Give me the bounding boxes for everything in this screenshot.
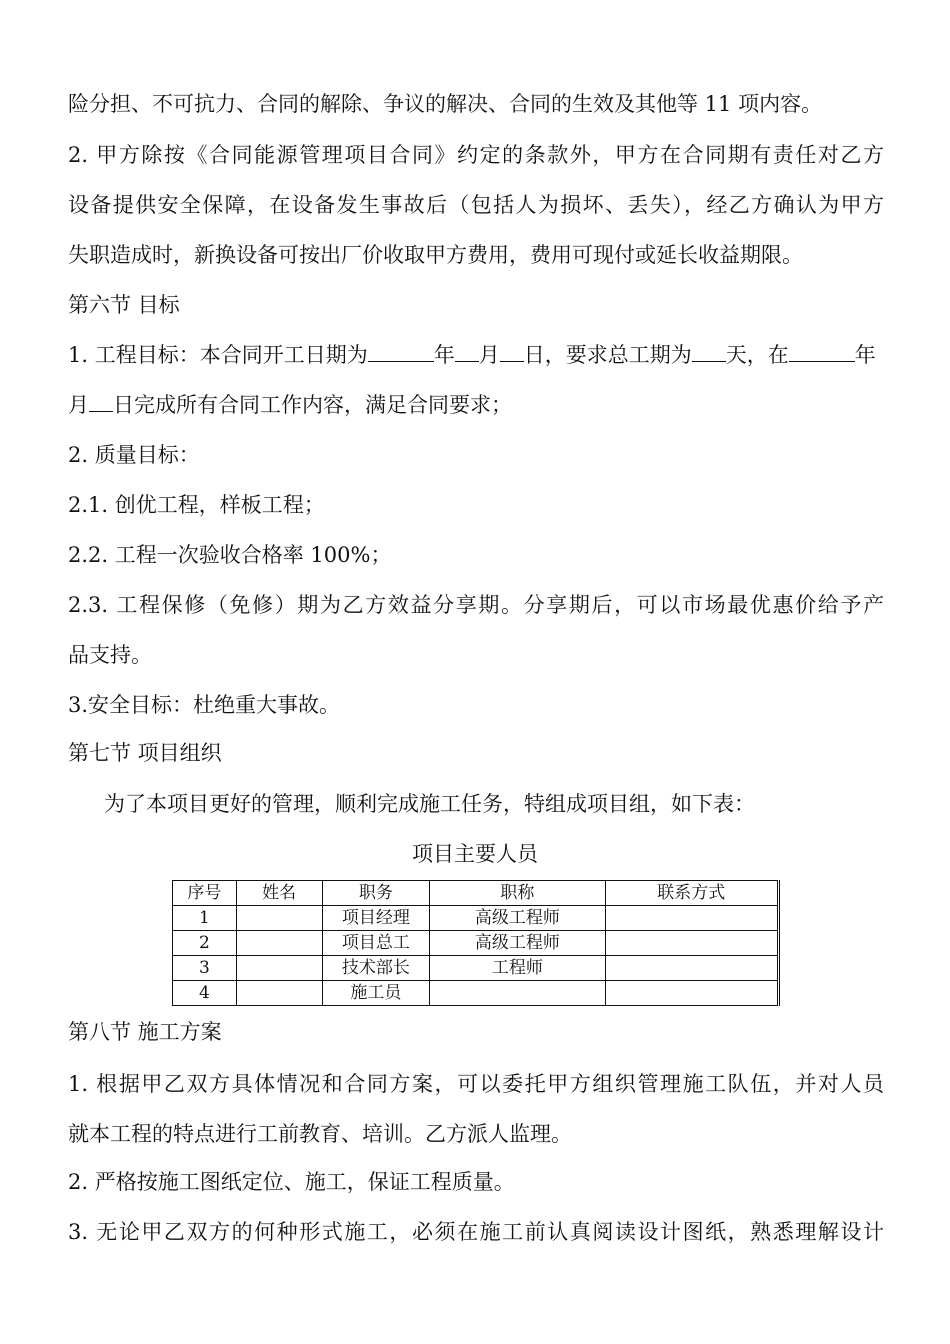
goal-text-year-2: 年 xyxy=(854,343,876,367)
construction-plan-1-line-2: 就本工程的特点进行工前教育、培训。乙方派人监理。 xyxy=(68,1122,572,1146)
header-name: 姓名 xyxy=(236,881,322,906)
cell-position: 施工员 xyxy=(322,981,430,1006)
table-row xyxy=(173,956,779,981)
cell-name xyxy=(236,981,322,1006)
header-contact: 联系方式 xyxy=(605,881,778,906)
goal-text-month: 月 xyxy=(478,343,500,367)
paragraph-party-a-line-1: 2. 甲方除按《合同能源管理项目合同》约定的条款外，甲方在合同期有责任对乙方 xyxy=(68,143,884,167)
blank-end-month xyxy=(89,391,113,412)
cell-name xyxy=(236,906,322,931)
quality-goal-heading: 2. 质量目标： xyxy=(68,443,200,467)
table-row xyxy=(173,981,779,1006)
goal-text-day-required: 日，要求总工期为 xyxy=(523,343,692,367)
paragraph-risk-items: 险分担、不可抗力、合同的解除、争议的解决、合同的生效及其他等 11 项内容。 xyxy=(68,92,823,116)
cell-serial: 3 xyxy=(173,956,237,981)
goal-text-completion: 日完成所有合同工作内容，满足合同要求； xyxy=(113,393,512,417)
header-title: 职称 xyxy=(430,881,605,906)
cell-position: 技术部长 xyxy=(322,956,430,981)
table-row xyxy=(173,931,779,956)
quality-goal-2-3-line-1: 2.3. 工程保修（免修）期为乙方效益分享期。分享期后，可以市场最优惠价给予产 xyxy=(68,593,884,617)
cell-title xyxy=(430,981,605,1006)
cell-serial: 2 xyxy=(173,931,237,956)
cell-title: 工程师 xyxy=(430,956,605,981)
paragraph-party-a-line-3: 失职造成时，新换设备可按出厂价收取甲方费用，费用可现付或延长收益期限。 xyxy=(68,243,803,267)
cell-serial: 1 xyxy=(173,906,237,931)
staff-table xyxy=(172,880,780,1006)
section-heading-8: 第八节 施工方案 xyxy=(68,1020,222,1044)
cell-contact xyxy=(605,956,778,981)
quality-goal-2-3-line-2: 品支持。 xyxy=(68,643,152,667)
safety-goal: 3.安全目标：杜绝重大事故。 xyxy=(68,693,341,717)
goal-text-month-2: 月 xyxy=(68,393,89,417)
section-heading-7: 第七节 项目组织 xyxy=(68,741,222,765)
table-row xyxy=(173,906,779,931)
construction-plan-2: 2. 严格按施工图纸定位、施工，保证工程质量。 xyxy=(68,1170,515,1194)
cell-title: 高级工程师 xyxy=(430,931,605,956)
organization-intro: 为了本项目更好的管理，顺利完成施工任务，特组成项目组，如下表： xyxy=(104,792,755,816)
section-heading-6: 第六节 目标 xyxy=(68,293,180,317)
cell-title: 高级工程师 xyxy=(430,906,605,931)
blank-start-day xyxy=(500,341,524,362)
blank-start-month xyxy=(455,341,479,362)
cell-name xyxy=(236,956,322,981)
cell-name xyxy=(236,931,322,956)
goal-text-prefix: 1. 工程目标：本合同开工日期为 xyxy=(68,343,368,367)
cell-contact xyxy=(605,981,778,1006)
table-caption: 项目主要人员 xyxy=(412,842,538,866)
goal-text-days-in: 天，在 xyxy=(725,343,789,367)
cell-contact xyxy=(605,931,778,956)
cell-serial: 4 xyxy=(173,981,237,1006)
header-position: 职务 xyxy=(322,881,430,906)
construction-plan-1-line-1: 1. 根据甲乙双方具体情况和合同方案，可以委托甲方组织管理施工队伍，并对人员 xyxy=(68,1072,884,1096)
quality-goal-2-2: 2.2. 工程一次验收合格率 100%； xyxy=(68,543,392,567)
blank-start-year xyxy=(368,341,434,362)
goal-text-year: 年 xyxy=(433,343,455,367)
project-goal-line-1 xyxy=(68,341,884,369)
quality-goal-2-1: 2.1. 创优工程，样板工程； xyxy=(68,493,325,517)
project-goal-line-2 xyxy=(68,391,884,419)
header-serial: 序号 xyxy=(173,881,237,906)
blank-total-days xyxy=(692,341,726,362)
paragraph-party-a-line-2: 设备提供安全保障，在设备发生事故后（包括人为损坏、丢失），经乙方确认为甲方 xyxy=(68,193,884,217)
table-header-row xyxy=(173,881,779,906)
cell-contact xyxy=(605,906,778,931)
blank-end-year xyxy=(789,341,855,362)
construction-plan-3: 3. 无论甲乙双方的何种形式施工，必须在施工前认真阅读设计图纸，熟悉理解设计 xyxy=(68,1220,884,1244)
cell-position: 项目总工 xyxy=(322,931,430,956)
cell-position: 项目经理 xyxy=(322,906,430,931)
